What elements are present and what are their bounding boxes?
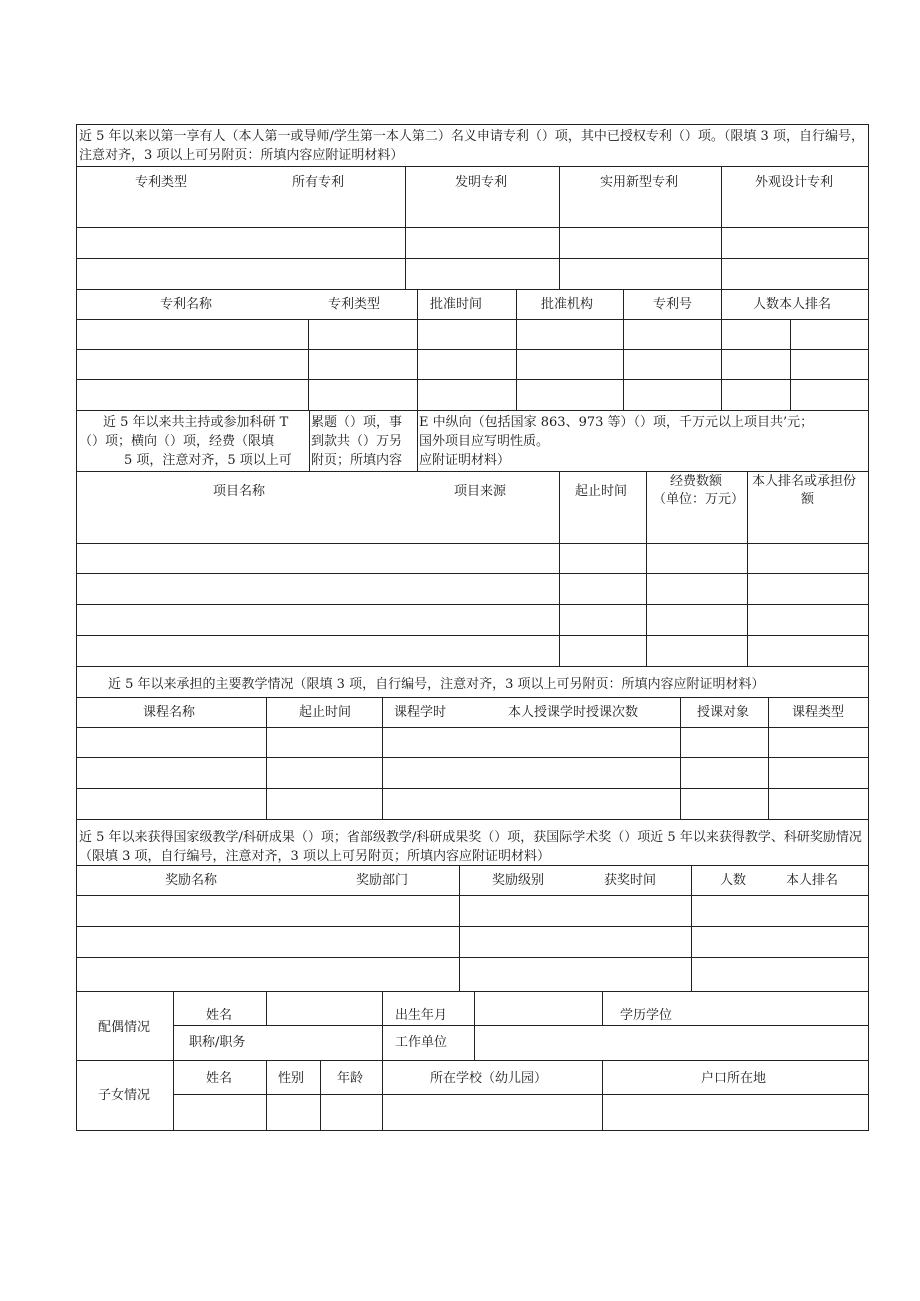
teaching-course-cell[interactable] — [77, 789, 265, 818]
spouse-title-label: 职称/职务 — [189, 1035, 246, 1050]
divider — [76, 166, 869, 167]
col-header-approval-time: 批准时间 — [430, 297, 483, 312]
child-school-header: 所在学校（幼儿园） — [430, 1071, 548, 1086]
col-header-course-name: 课程名称 — [143, 705, 196, 720]
research-intro-l3b: 附页；所填内容 — [311, 453, 403, 468]
col-header-teaching-hours: 本人授课学时授课次数 — [508, 705, 639, 720]
research-intro-l2a: （）项；横向（）项，经费（限填 — [79, 434, 275, 449]
col-header-patent-name: 专利名称 — [160, 297, 213, 312]
research-project-cell[interactable] — [77, 574, 558, 603]
col-header-project-period: 起止时间 — [575, 484, 628, 499]
research-project-cell[interactable] — [77, 544, 558, 572]
child-school-field[interactable] — [383, 1095, 601, 1129]
col-header-course-period: 起止时间 — [299, 705, 352, 720]
patent-summary-cell[interactable] — [77, 228, 404, 257]
col-header-award-dept: 奖励部门 — [356, 873, 409, 888]
spouse-birth-field[interactable] — [475, 992, 601, 1024]
teaching-course-cell[interactable] — [77, 758, 265, 787]
col-header-course-type: 课程类型 — [792, 705, 845, 720]
child-name-field[interactable] — [174, 1095, 265, 1129]
col-header-award-rank: 本人排名 — [786, 873, 839, 888]
col-header-patent-number: 专利号 — [653, 297, 693, 312]
col-header-design-patents: 外观设计专利 — [755, 175, 834, 190]
child-gender-header: 性别 — [278, 1071, 305, 1086]
col-header-course-hours: 课程学时 — [394, 705, 447, 720]
children-section-label: 子女情况 — [98, 1088, 151, 1103]
research-project-cell[interactable] — [77, 605, 558, 634]
research-intro-l2b: 到款共（）万另 — [311, 434, 403, 449]
patent-detail-cell[interactable] — [77, 320, 307, 348]
teaching-intro: 近 5 年以来承担的主要教学情况（限填 3 项，自行编号，注意对齐，3 项以上可另附页：所填内容应附证明材料） — [108, 677, 765, 692]
award-cell[interactable] — [77, 958, 458, 990]
col-header-award-time: 获奖时间 — [604, 873, 657, 888]
col-header-students: 授课对象 — [697, 705, 750, 720]
child-gender-field[interactable] — [267, 1095, 319, 1129]
award-cell[interactable] — [77, 927, 458, 956]
col-header-award-name: 奖励名称 — [165, 873, 218, 888]
spouse-section-label: 配偶情况 — [98, 1020, 151, 1035]
col-header-award-level: 奖励级别 — [492, 873, 545, 888]
col-header-patent-type: 专利类型 — [328, 297, 381, 312]
col-header-approval-org: 批准机构 — [541, 297, 594, 312]
spouse-employer-label: 工作单位 — [395, 1035, 448, 1050]
patent-detail-cell[interactable] — [77, 350, 307, 378]
research-intro-l1a: 近 5 年以来共主持或参加科研 T — [103, 415, 289, 430]
patent-detail-cell[interactable] — [77, 380, 307, 409]
col-header-patent-type: 专利类型 — [135, 175, 188, 190]
teaching-course-cell[interactable] — [77, 728, 265, 756]
spouse-name-field[interactable] — [267, 992, 381, 1024]
col-header-all-patents: 所有专利 — [292, 175, 345, 190]
child-hukou-header: 户口所在地 — [701, 1071, 767, 1086]
patents-intro: 近 5 年以来以第一享有人（本人第一或导师/学生第一本人第二）名义申请专利（）项，其中已授权专利（）项。（限填 3 项，自行编号，注意对齐，3 项以上可另附页：所填内容应附证明材料） — [79, 129, 864, 163]
col-header-funding-unit: （单位：万元） — [653, 492, 745, 507]
spouse-employer-field[interactable] — [475, 1026, 868, 1059]
col-header-people-rank: 人数本人排名 — [753, 297, 832, 312]
spouse-birth-label: 出生年月 — [395, 1008, 448, 1023]
research-intro-l2c: 国外项目应写明性质。 — [419, 434, 550, 449]
award-cell[interactable] — [77, 896, 458, 925]
spouse-degree-label: 学历学位 — [620, 1008, 673, 1023]
col-header-project-source: 项目来源 — [454, 484, 507, 499]
col-header-funding: 经费数额 — [670, 474, 723, 489]
research-intro-l3c: 应附证明材料） — [419, 453, 511, 468]
research-project-cell[interactable] — [77, 636, 558, 665]
child-age-field[interactable] — [321, 1095, 381, 1129]
awards-intro: 近 5 年以来获得国家级教学/科研成果（）项；省部级教学/科研成果奖（）项，获国际学术奖（）项近 5 年以来获得教学、科研奖励情况（限填 3 项，自行编号，注意对齐，3 项以上可另附页；所填内容应附证明材料） — [79, 830, 862, 864]
research-intro-l1c: E 中纵向（包括国家 863、973 等）（）项，千万元以上项目共’元； — [419, 415, 814, 430]
col-header-rank-share-cont: 额 — [801, 492, 815, 507]
research-intro-l1b: 累题（）项，事 — [311, 415, 403, 430]
research-intro-l3a: 5 项，注意对齐，5 项以上可 — [124, 453, 292, 468]
col-header-project-name: 项目名称 — [213, 484, 266, 499]
child-hukou-field[interactable] — [603, 1095, 868, 1129]
col-header-award-people: 人数 — [720, 873, 747, 888]
child-name-header: 姓名 — [206, 1071, 233, 1086]
spouse-name-label: 姓名 — [206, 1008, 233, 1023]
patent-summary-cell[interactable] — [77, 259, 404, 288]
child-age-header: 年龄 — [337, 1071, 364, 1086]
col-header-rank-share: 本人排名或承担份 — [752, 474, 857, 489]
col-header-invention-patents: 发明专利 — [455, 175, 508, 190]
col-header-utility-patents: 实用新型专利 — [600, 175, 679, 190]
